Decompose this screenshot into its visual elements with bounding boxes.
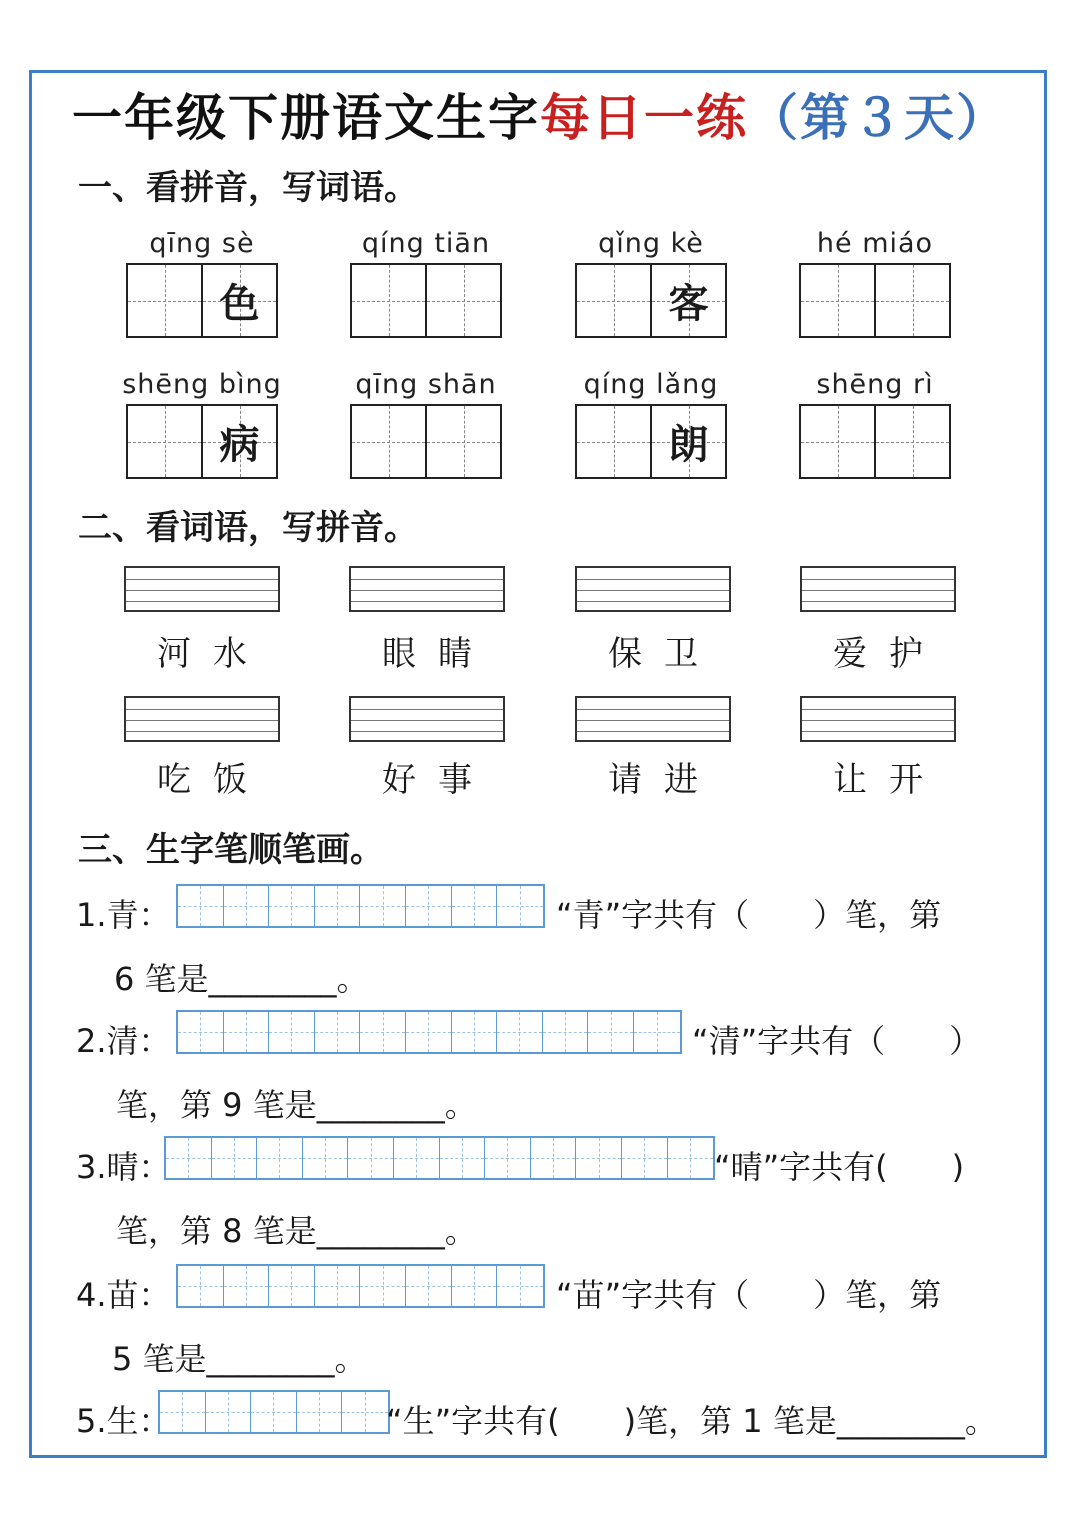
tianzi-cell[interactable]: [577, 406, 650, 477]
pinyin-writing-lines[interactable]: [800, 696, 956, 742]
character-writing-box[interactable]: [575, 404, 727, 479]
stroke-cell[interactable]: [212, 1138, 258, 1178]
stroke-cell[interactable]: [257, 1138, 303, 1178]
stroke-question: “青”字共有（ ）笔，第: [556, 896, 942, 934]
stroke-cell[interactable]: [634, 1012, 680, 1052]
stroke-cell[interactable]: [269, 1012, 315, 1052]
tianzi-cell[interactable]: [201, 406, 276, 477]
pinyin-writing-lines[interactable]: [349, 566, 505, 612]
vocab-word: 眼睛: [382, 634, 494, 674]
stroke-cell[interactable]: [360, 886, 406, 926]
pinyin-label: shēng bìng: [122, 369, 282, 400]
stroke-cell[interactable]: [452, 886, 498, 926]
title-highlight: 每日一练: [540, 89, 748, 147]
stroke-order-grid[interactable]: [176, 1010, 682, 1054]
stroke-cell[interactable]: [269, 886, 315, 926]
given-character: 客: [668, 280, 709, 327]
stroke-question: “清”字共有（ ）: [692, 1022, 982, 1060]
tianzi-cell[interactable]: [874, 406, 949, 477]
tianzi-cell[interactable]: [650, 406, 725, 477]
stroke-cell[interactable]: [269, 1266, 315, 1306]
stroke-cell[interactable]: [485, 1138, 531, 1178]
stroke-cell[interactable]: [452, 1266, 498, 1306]
vocab-word: 好事: [382, 760, 494, 800]
stroke-cell[interactable]: [531, 1138, 577, 1178]
tianzi-cell[interactable]: [128, 265, 201, 336]
vocab-word: 保卫: [608, 634, 720, 674]
section1-heading: 一、看拼音，写词语。: [78, 168, 418, 208]
stroke-cell[interactable]: [303, 1138, 349, 1178]
character-writing-box[interactable]: [799, 404, 951, 479]
stroke-item-label: 5.生：: [76, 1402, 171, 1440]
character-writing-box[interactable]: [126, 404, 278, 479]
stroke-order-grid[interactable]: [164, 1136, 715, 1180]
stroke-cell[interactable]: [406, 886, 452, 926]
stroke-cell[interactable]: [160, 1392, 206, 1432]
tianzi-cell[interactable]: [801, 406, 874, 477]
pinyin-label: hé miáo: [816, 228, 934, 259]
character-writing-box[interactable]: [126, 263, 278, 338]
pinyin-label: qīng shān: [355, 369, 497, 400]
vocab-word: 河水: [157, 634, 269, 674]
stroke-order-grid[interactable]: [176, 1264, 545, 1308]
pinyin-writing-lines[interactable]: [800, 566, 956, 612]
stroke-question-cont: 笔，第 8 笔是________。: [116, 1212, 477, 1250]
stroke-cell[interactable]: [166, 1138, 212, 1178]
stroke-order-grid[interactable]: [176, 884, 545, 928]
stroke-question: “生”字共有( )笔，第 1 笔是________。: [386, 1402, 997, 1440]
stroke-cell[interactable]: [576, 1138, 622, 1178]
pinyin-writing-lines[interactable]: [575, 566, 731, 612]
tianzi-cell[interactable]: [425, 265, 500, 336]
stroke-item-label: 4.苗：: [76, 1276, 171, 1314]
stroke-cell[interactable]: [206, 1392, 252, 1432]
stroke-question-cont: 笔，第 9 笔是________。: [116, 1086, 477, 1124]
stroke-cell[interactable]: [622, 1138, 668, 1178]
character-writing-box[interactable]: [350, 263, 502, 338]
stroke-cell[interactable]: [360, 1012, 406, 1052]
stroke-cell[interactable]: [251, 1392, 297, 1432]
stroke-item-label: 1.青：: [76, 896, 171, 934]
stroke-cell[interactable]: [315, 1012, 361, 1052]
pinyin-label: qǐng kè: [598, 228, 704, 259]
tianzi-cell[interactable]: [650, 265, 725, 336]
tianzi-cell[interactable]: [128, 406, 201, 477]
stroke-question: “晴”字共有( ): [714, 1148, 965, 1186]
given-character: 病: [219, 421, 260, 468]
stroke-cell[interactable]: [440, 1138, 486, 1178]
pinyin-label: shēng rì: [816, 369, 934, 400]
pinyin-label: qíng lǎng: [583, 369, 719, 400]
section3-heading: 三、生字笔顺笔画。: [78, 830, 384, 870]
stroke-item-label: 3.晴：: [76, 1148, 171, 1186]
stroke-order-grid[interactable]: [158, 1390, 390, 1434]
stroke-cell[interactable]: [178, 1012, 224, 1052]
tianzi-cell[interactable]: [201, 265, 276, 336]
given-character: 色: [219, 280, 260, 327]
stroke-cell[interactable]: [315, 886, 361, 926]
vocab-word: 爱护: [833, 634, 945, 674]
stroke-cell[interactable]: [224, 1012, 270, 1052]
pinyin-label: qíng tiān: [361, 228, 491, 259]
character-writing-box[interactable]: [799, 263, 951, 338]
stroke-cell[interactable]: [360, 1266, 406, 1306]
vocab-word: 吃饭: [157, 760, 269, 800]
stroke-cell[interactable]: [224, 886, 270, 926]
stroke-cell[interactable]: [348, 1138, 394, 1178]
given-character: 朗: [668, 421, 709, 468]
stroke-question: “苗”字共有（ ）笔，第: [556, 1276, 942, 1314]
section2-heading: 二、看词语，写拼音。: [78, 508, 418, 548]
tianzi-cell[interactable]: [352, 406, 425, 477]
character-writing-box[interactable]: [350, 404, 502, 479]
character-writing-box[interactable]: [575, 263, 727, 338]
stroke-cell[interactable]: [315, 1266, 361, 1306]
pinyin-writing-lines[interactable]: [124, 566, 280, 612]
tianzi-cell[interactable]: [425, 406, 500, 477]
title-main: 一年级下册语文生字: [72, 89, 540, 147]
stroke-question-cont: 6 笔是________。: [114, 960, 369, 998]
stroke-cell[interactable]: [394, 1138, 440, 1178]
stroke-cell[interactable]: [543, 1012, 589, 1052]
stroke-question-cont: 5 笔是________。: [112, 1340, 367, 1378]
tianzi-cell[interactable]: [577, 265, 650, 336]
stroke-cell[interactable]: [178, 886, 224, 926]
stroke-cell[interactable]: [297, 1392, 343, 1432]
tianzi-cell[interactable]: [874, 265, 949, 336]
pinyin-writing-lines[interactable]: [124, 696, 280, 742]
pinyin-label: qīng sè: [149, 228, 255, 259]
vocab-word: 让开: [833, 760, 945, 800]
stroke-item-label: 2.清：: [76, 1022, 171, 1060]
stroke-cell[interactable]: [406, 1012, 452, 1052]
stroke-cell[interactable]: [497, 1266, 543, 1306]
tianzi-cell[interactable]: [352, 265, 425, 336]
stroke-cell[interactable]: [588, 1012, 634, 1052]
stroke-cell[interactable]: [178, 1266, 224, 1306]
stroke-cell[interactable]: [668, 1138, 714, 1178]
stroke-cell[interactable]: [342, 1392, 388, 1432]
vocab-word: 请进: [608, 760, 720, 800]
stroke-cell[interactable]: [497, 886, 543, 926]
stroke-cell[interactable]: [497, 1012, 543, 1052]
stroke-cell[interactable]: [406, 1266, 452, 1306]
page-title: [0, 78, 1080, 150]
stroke-cell[interactable]: [224, 1266, 270, 1306]
pinyin-writing-lines[interactable]: [575, 696, 731, 742]
tianzi-cell[interactable]: [801, 265, 874, 336]
title-day: （第３天）: [748, 89, 1008, 147]
stroke-cell[interactable]: [452, 1012, 498, 1052]
pinyin-writing-lines[interactable]: [349, 696, 505, 742]
